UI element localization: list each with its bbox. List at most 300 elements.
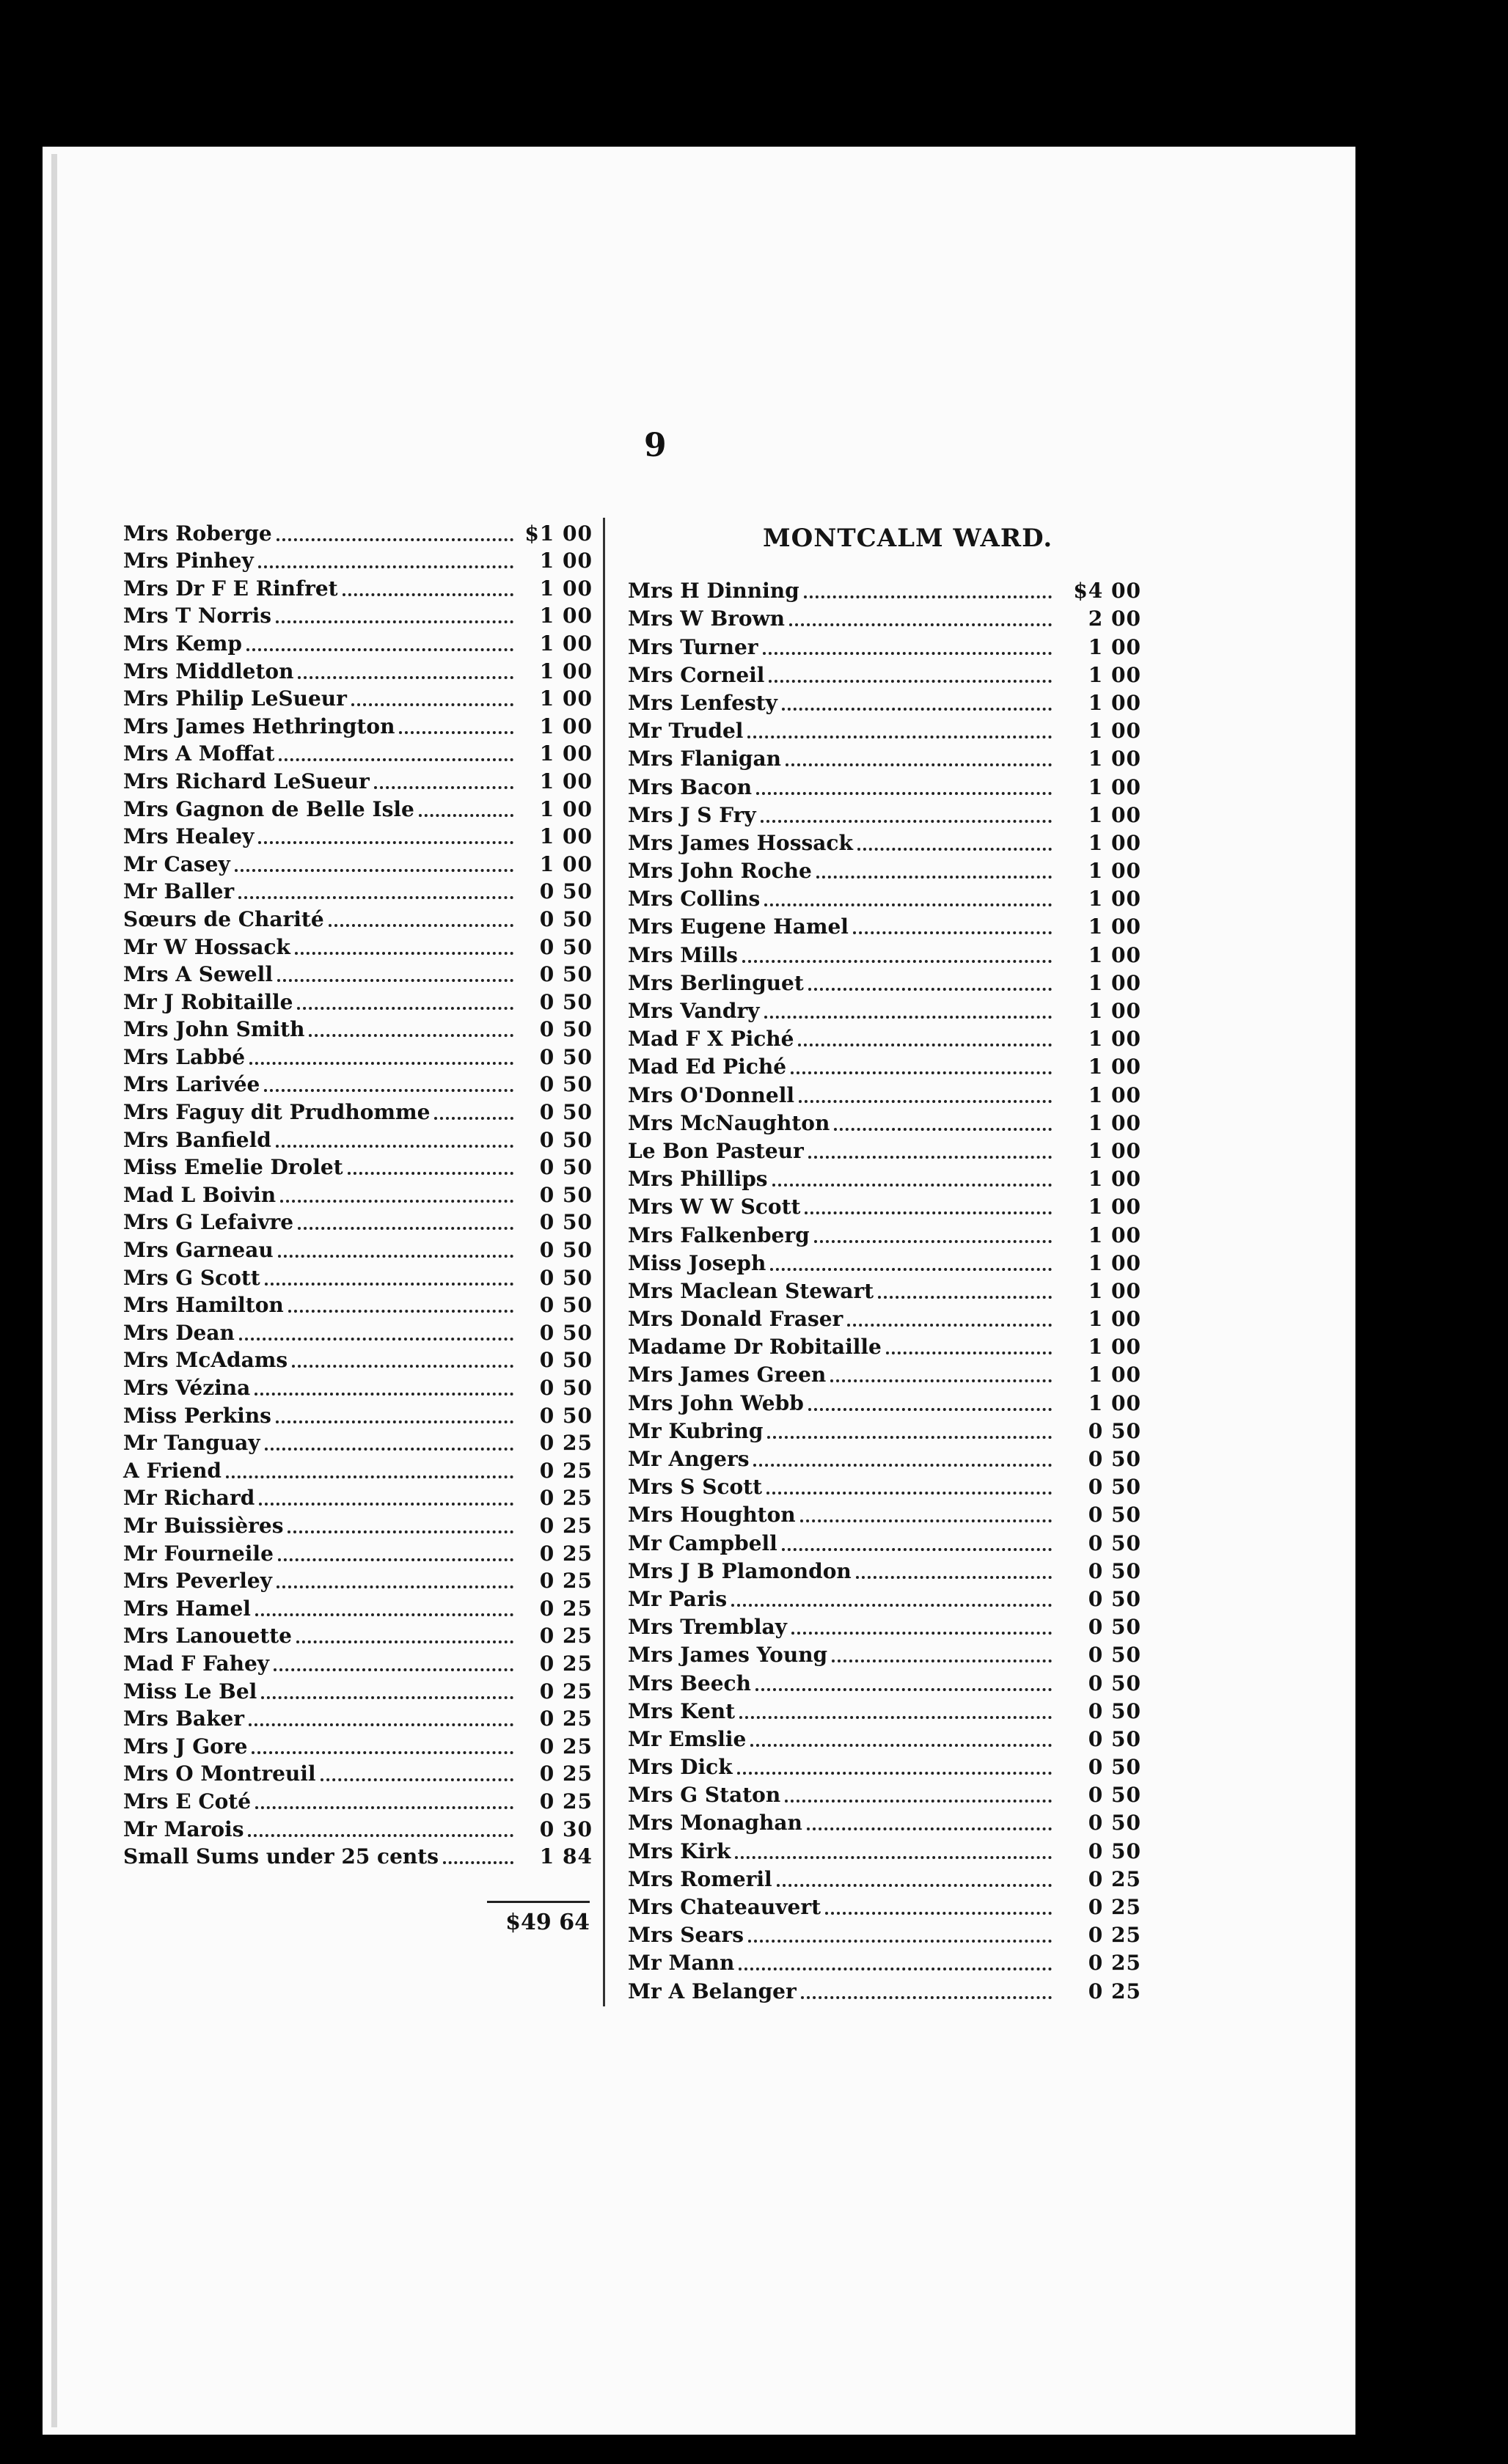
subscriber-row [628,911,1141,939]
subscriber-amount: 0 50 [539,1127,593,1152]
subscriber-amount: 0 50 [539,989,593,1014]
subscriber-amount: 1 00 [1088,859,1141,884]
dot-leader [443,1861,513,1864]
subscriber-row [628,1891,1141,1919]
subscriber-amount: 1 00 [539,604,593,628]
subscriber-amount: 1 00 [1088,1167,1141,1192]
dot-leader [255,1806,513,1809]
dot-leader [814,1240,1052,1243]
dot-leader [805,1211,1052,1214]
dot-leader [770,1268,1052,1271]
subscriber-row [628,715,1141,743]
subscriber-name: Mrs H Dinning [628,579,799,604]
subscriber-amount: 0 30 [539,1816,593,1841]
left-column-total: $49 64 [505,1910,590,1935]
subscriber-amount: 0 50 [539,879,593,904]
subscriber-name: Mr A Belanger [628,1979,797,2003]
subscriber-name: Mrs Flanigan [628,747,781,771]
subscriber-row [628,1751,1141,1779]
subscriber-amount: 0 25 [539,1789,593,1814]
subscriber-row [628,1527,1141,1555]
subscriber-amount: 0 50 [539,1238,593,1263]
dot-leader [295,952,513,955]
dot-leader [808,1408,1052,1411]
subscriber-amount: 1 00 [539,659,593,683]
subscriber-row [123,1676,593,1704]
dot-leader [769,680,1052,683]
dot-leader [264,1089,513,1092]
subscriber-amount: 1 00 [1088,719,1141,744]
subscriber-amount: 0 50 [1088,1755,1141,1780]
subscriber-name: Mrs McNaughton [628,1110,830,1135]
subscriber-amount: 0 50 [539,1182,593,1207]
subscriber-row [628,1443,1141,1471]
dot-leader [399,731,513,734]
subscriber-row [123,1152,593,1180]
subscriber-row [628,1219,1141,1247]
subscriber-row [628,603,1141,631]
subscriber-name: Mrs Pinhey [123,549,254,573]
dot-leader [830,1379,1052,1382]
dot-leader [782,708,1052,711]
subscriber-row [628,1695,1141,1723]
subscriber-row [123,931,593,959]
dot-leader [298,676,513,679]
subscriber-name: Miss Perkins [123,1403,271,1428]
subscriber-row [628,1583,1141,1611]
dot-leader [753,1464,1052,1467]
dot-leader [856,1576,1052,1579]
subscriber-name: Mrs Middleton [123,659,294,683]
dot-leader [756,792,1052,795]
subscriber-name: Mr Paris [628,1586,728,1611]
subscriber-row [628,1639,1141,1667]
subscriber-row [628,883,1141,911]
subscriber-row [628,1611,1141,1639]
subscriber-amount: 1 00 [1088,1278,1141,1303]
subscriber-row [123,683,593,711]
subscriber-row [628,1275,1141,1303]
subscriber-row [628,631,1141,659]
dot-leader [767,1436,1052,1439]
subscriber-row [628,687,1141,715]
subscriber-amount: $4 00 [1073,579,1141,604]
subscriber-amount: 1 00 [1088,1250,1141,1275]
subscriber-row [628,1555,1141,1583]
subscriber-amount: 1 00 [539,631,593,656]
subscriber-amount: 1 00 [539,769,593,793]
dot-leader [799,1100,1052,1103]
subscriber-row [123,793,593,821]
subscriber-name: Mrs Vézina [123,1376,251,1400]
subscriber-row [123,1041,593,1069]
subscriber-row [123,903,593,931]
subscriber-name: Mrs Kent [628,1698,736,1723]
subscriber-amount: 1 00 [1088,830,1141,855]
dot-leader [252,1751,513,1754]
subscriber-row [123,1207,593,1235]
subscriber-row [628,1919,1141,1947]
subscriber-name: Mrs Labbé [123,1044,246,1069]
subscriber-amount: 1 00 [1088,1027,1141,1052]
subscriber-name: Mrs J S Fry [628,802,756,827]
subscriber-amount: 0 50 [1088,1558,1141,1583]
subscriber-amount: 0 50 [1088,1586,1141,1611]
dot-leader [277,538,513,541]
subscriber-name: Mrs J B Plamondon [628,1558,852,1583]
subscriber-name: Mr Casey [123,851,230,876]
dot-leader [807,1827,1052,1830]
subscriber-name: Mrs Kemp [123,631,242,656]
dot-leader [878,1296,1052,1299]
page-fold-edge [51,154,57,2427]
subscriber-name: Mr Buissières [123,1513,284,1538]
subscriber-amount: 0 50 [1088,1671,1141,1695]
dot-leader [808,1156,1052,1159]
subscriber-name: Mrs O Montreuil [123,1761,316,1786]
dot-leader [808,988,1052,991]
subscriber-name: A Friend [123,1458,222,1483]
dot-leader [249,1723,513,1726]
subscriber-row [123,766,593,793]
subscriber-name: Mrs Healey [123,824,255,849]
subscriber-row [628,855,1141,883]
subscriber-row [123,1428,593,1456]
subscriber-name: Mrs John Webb [628,1390,804,1415]
dot-leader [255,1613,513,1616]
dot-leader [309,1034,513,1037]
subscriber-row [628,827,1141,855]
subscriber-row [123,1621,593,1649]
subscriber-amount: 0 25 [539,1541,593,1566]
subscriber-amount: 0 50 [539,1155,593,1180]
subscriber-amount: $1 00 [524,521,593,546]
dot-leader [801,1996,1052,1999]
subscriber-row [123,738,593,766]
subscriber-row [123,1317,593,1345]
subscriber-name: Mad Ed Piché [628,1055,787,1079]
subscriber-name: Mr Baller [123,879,235,904]
dot-leader [782,1548,1052,1551]
dot-leader [321,1778,513,1781]
dot-leader [278,1558,513,1561]
dot-leader [419,814,513,817]
subscriber-name: Mrs John Smith [123,1017,305,1042]
subscriber-row [123,546,593,573]
subscriber-row [123,1179,593,1207]
subscriber-name: Mrs Donald Fraser [628,1307,843,1332]
subscriber-amount: 0 25 [1088,1979,1141,2003]
subscriber-row [123,1234,593,1262]
subscriber-name: Mrs W Brown [628,606,786,631]
dot-leader [239,1338,513,1341]
subscriber-amount: 0 25 [539,1761,593,1786]
subscriber-name: Mr Trudel [628,719,744,744]
subscriber-name: Mrs W W Scott [628,1195,801,1220]
subscriber-row [628,743,1141,771]
dot-leader [764,1016,1052,1019]
subscriber-amount: 0 50 [539,1210,593,1235]
subscriber-row [123,1593,593,1621]
subscriber-amount: 0 50 [539,1376,593,1400]
subscriber-amount: 0 50 [1088,1811,1141,1836]
subscriber-amount: 0 25 [539,1513,593,1538]
dot-leader [274,1668,513,1671]
subscriber-name: Mrs Baker [123,1706,245,1731]
subscriber-row [628,1163,1141,1191]
subscriber-name: Mr Kubring [628,1418,764,1443]
dot-leader [816,876,1052,879]
section-title-montcalm-ward: MONTCALM WARD. [763,524,1053,553]
dot-leader [747,736,1052,738]
subscriber-amount: 0 50 [539,1293,593,1318]
dot-leader [748,1940,1052,1943]
subscriber-amount: 0 50 [1088,1698,1141,1723]
subscriber-amount: 1 84 [539,1844,593,1869]
subscriber-amount: 0 50 [539,1348,593,1373]
subscriber-row [123,573,593,601]
subscriber-row [123,1455,593,1483]
dot-leader [279,758,513,761]
subscriber-amount: 1 00 [1088,802,1141,827]
subscriber-row [628,1499,1141,1527]
subscriber-row [123,986,593,1014]
dot-leader [739,1716,1052,1719]
subscriber-name: Mrs T Norris [123,604,272,628]
subscriber-row [123,1841,593,1869]
subscriber-row [123,848,593,876]
dot-leader [750,1744,1052,1747]
subscriber-amount: 1 00 [1088,1307,1141,1332]
dot-leader [755,1688,1052,1691]
subscriber-amount: 1 00 [539,851,593,876]
subscriber-row [123,1096,593,1124]
subscriber-name: Mr Campbell [628,1530,777,1555]
dot-leader [265,1283,513,1286]
dot-leader [280,1200,513,1203]
dot-leader [238,896,513,899]
dot-leader [261,1696,513,1699]
subscriber-row [628,771,1141,799]
subscriber-name: Mad F X Piché [628,1027,794,1052]
subscriber-row [628,1135,1141,1163]
dot-leader [739,1968,1052,1970]
subscriber-row [628,1247,1141,1275]
subscriber-name: Mr Richard [123,1486,255,1511]
dot-leader [804,595,1052,598]
subscriber-name: Mrs G Staton [628,1783,781,1808]
subscriber-amount: 0 25 [539,1458,593,1483]
subscriber-name: Mr Mann [628,1951,735,1976]
subscriber-name: Mrs Houghton [628,1503,796,1528]
subscriber-amount: 1 00 [1088,747,1141,771]
subscriber-amount: 1 00 [539,824,593,849]
dot-leader [258,841,513,844]
subscriber-row [628,1835,1141,1863]
subscriber-row [123,656,593,683]
subscriber-row [628,1051,1141,1079]
dot-leader [343,593,513,596]
subscriber-name: Mrs A Sewell [123,962,273,987]
subscriber-name: Sœurs de Charité [123,906,324,931]
subscriber-name: Mrs Dick [628,1755,733,1780]
subscriber-amount: 1 00 [1088,1110,1141,1135]
subscriber-amount: 1 00 [1088,914,1141,939]
column-divider [603,518,605,2006]
subscriber-amount: 2 00 [1088,606,1141,631]
subscriber-row [628,1975,1141,2003]
subscriber-row [628,1079,1141,1107]
subscriber-amount: 0 25 [1088,1923,1141,1948]
subscriber-row [628,799,1141,827]
subscriber-amount: 0 50 [539,1100,593,1125]
dot-leader [265,1448,514,1451]
subscriber-amount: 1 00 [1088,1055,1141,1079]
subscriber-row [123,1372,593,1400]
subscriber-amount: 1 00 [1088,1195,1141,1220]
subscriber-amount: 0 50 [1088,1643,1141,1668]
subscriber-row [628,1807,1141,1835]
subscriber-name: Mrs G Scott [123,1265,260,1290]
subscriber-name: Mrs Turner [628,634,758,659]
subscriber-row [123,628,593,656]
subscriber-name: Mrs O'Donnell [628,1082,794,1107]
subscriber-amount: 1 00 [1088,1222,1141,1247]
subscriber-row [123,1510,593,1538]
subscriber-amount: 0 50 [1088,1503,1141,1528]
subscriber-amount: 1 00 [539,686,593,711]
subscriber-row [628,939,1141,967]
subscriber-row [628,659,1141,687]
subscriber-name: Mr W Hossack [123,934,290,959]
subscriber-name: Mrs James Hossack [628,830,853,855]
subscriber-name: Mrs Philip LeSueur [123,686,347,711]
subscriber-amount: 0 50 [539,1017,593,1042]
dot-leader [825,1912,1052,1915]
subscriber-row [628,967,1141,995]
subscriber-amount: 0 25 [539,1706,593,1731]
dot-leader [374,786,513,789]
subscriber-row [123,1069,593,1097]
subscriber-name: Small Sums under 25 cents [123,1844,439,1869]
subscriber-name: Mrs James Green [628,1363,827,1387]
subscriber-name: Mrs Peverley [123,1569,272,1594]
subscriber-row [123,1566,593,1594]
subscriber-row [123,1814,593,1841]
dot-leader [766,1492,1052,1495]
right-subscriber-list [628,575,1141,2003]
subscriber-amount: 0 50 [1088,1418,1141,1443]
subscriber-row [123,1538,593,1566]
subscriber-amount: 0 50 [1088,1530,1141,1555]
dot-leader [296,1640,513,1643]
subscriber-amount: 1 00 [1088,1082,1141,1107]
subscriber-name: Miss Le Bel [123,1679,257,1704]
dot-leader [348,1172,513,1175]
dot-leader [785,1800,1052,1803]
subscriber-amount: 1 00 [1088,662,1141,687]
subscriber-name: Mrs Romeril [628,1866,772,1891]
subscriber-row [628,1303,1141,1331]
subscriber-row [123,1290,593,1318]
subscriber-amount: 0 50 [539,934,593,959]
subscriber-name: Mrs Dean [123,1320,235,1345]
subscriber-amount: 0 50 [539,1320,593,1345]
dot-leader [735,1856,1052,1859]
dot-leader [277,979,513,982]
dot-leader [226,1475,513,1478]
subscriber-amount: 0 50 [1088,1726,1141,1751]
subscriber-name: Mr Tanguay [123,1431,260,1456]
subscriber-name: Mrs Mills [628,942,738,967]
subscriber-name: Mrs Kirk [628,1838,731,1863]
subscriber-name: Mrs A Moffat [123,741,275,766]
subscriber-name: Mad L Boivin [123,1182,277,1207]
subscriber-row [123,601,593,628]
subscriber-amount: 0 50 [1088,1615,1141,1640]
subscriber-name: Mrs James Young [628,1643,828,1668]
subscriber-amount: 0 25 [539,1486,593,1511]
subscriber-name: Mrs E Coté [123,1789,252,1814]
dot-leader [853,931,1052,934]
subscriber-name: Mrs Monaghan [628,1811,802,1836]
subscriber-amount: 1 00 [539,796,593,821]
subscriber-name: Mrs Falkenberg [628,1222,810,1247]
dot-leader [277,1585,513,1588]
subscriber-name: Mrs G Lefaivre [123,1210,294,1235]
subscriber-row [123,1400,593,1428]
dot-leader [834,1128,1052,1131]
subscriber-name: Mrs McAdams [123,1348,288,1373]
subscriber-name: Mr Emslie [628,1726,747,1751]
subscriber-row [628,1779,1141,1807]
subscriber-amount: 1 00 [1088,1138,1141,1163]
subscriber-amount: 0 25 [539,1734,593,1759]
left-subscriber-list [123,518,593,1869]
subscriber-row [123,821,593,849]
dot-leader [832,1660,1052,1662]
subscriber-amount: 1 00 [539,714,593,738]
subscriber-row [628,575,1141,603]
dot-leader [763,652,1052,655]
dot-leader [800,1519,1052,1522]
subscriber-name: Mrs Bacon [628,774,753,799]
subscriber-name: Mr Fourneile [123,1541,274,1566]
subscriber-amount: 0 50 [539,906,593,931]
subscriber-name: Mrs Lanouette [123,1624,292,1649]
subscriber-name: Mrs Phillips [628,1167,768,1192]
subscriber-row [123,1731,593,1759]
subscriber-name: Mrs Larivée [123,1072,260,1097]
dot-leader [259,1503,513,1506]
dot-leader [886,1352,1052,1354]
dot-leader [248,1834,513,1837]
subscriber-amount: 1 00 [1088,999,1141,1023]
dot-leader [777,1884,1052,1887]
subscriber-amount: 0 50 [1088,1838,1141,1863]
subscriber-name: Mr Marois [123,1816,244,1841]
subscriber-amount: 0 25 [539,1596,593,1621]
dot-leader [791,1071,1052,1074]
subscriber-row [123,518,593,546]
subscriber-row [628,1023,1141,1051]
subscriber-amount: 1 00 [1088,1335,1141,1360]
dot-leader [276,1420,513,1423]
subscriber-amount: 1 00 [1088,1390,1141,1415]
subscriber-name: Mrs Dr F E Rinfret [123,576,338,601]
subscriber-amount: 1 00 [1088,970,1141,995]
subscriber-name: Mr J Robitaille [123,989,293,1014]
